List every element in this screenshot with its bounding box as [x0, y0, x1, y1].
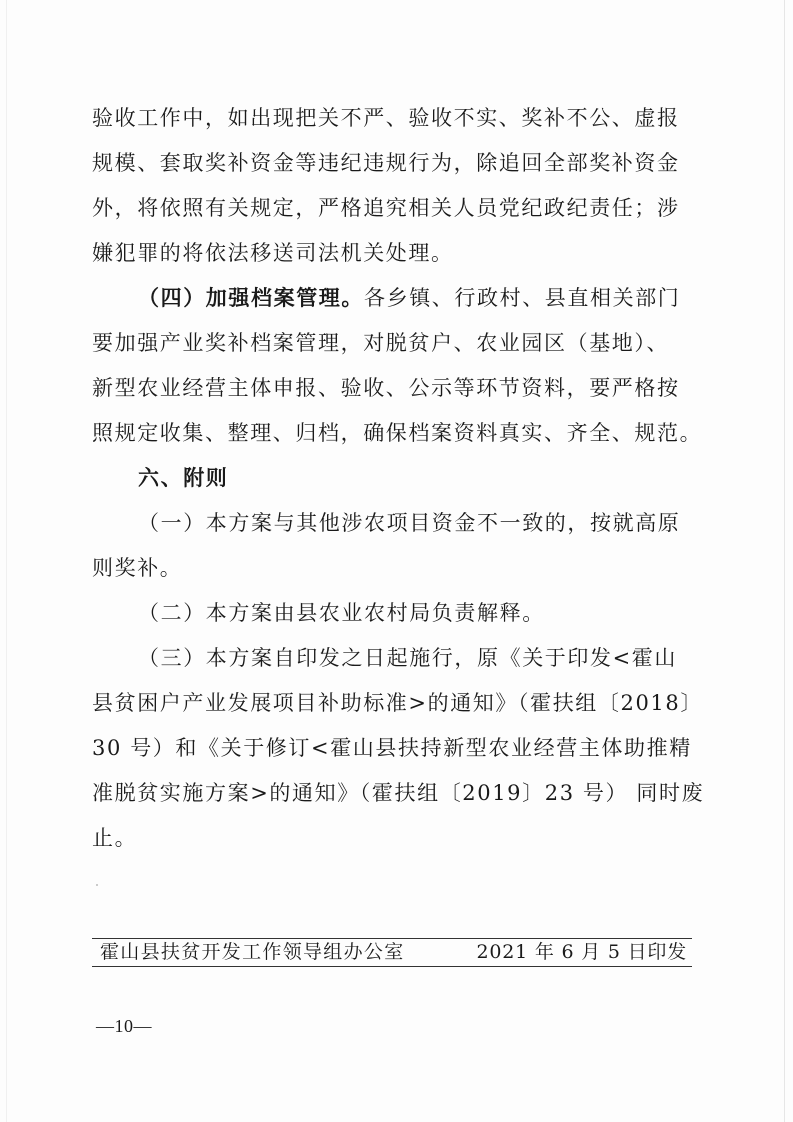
- body-line: （一）本方案与其他涉农项目资金不一致的，按就高原: [138, 511, 681, 535]
- body-line: 验收工作中，如出现把关不严、验收不实、奖补不公、虚报: [92, 106, 680, 130]
- body-line: 外，将依照有关规定，严格追究相关人员党纪政纪责任；涉: [92, 196, 680, 220]
- body-line: 30 号）和《关于修订<霍山县扶持新型农业经营主体助推精: [92, 736, 692, 760]
- footer-issuer: 霍山县扶贫开发工作领导组办公室: [100, 941, 405, 963]
- body-line: 准脱贫实施方案>的通知》（霍扶组〔2019〕23 号） 同时废: [92, 781, 705, 805]
- body-line: 新型农业经营主体申报、验收、公示等环节资料，要严格按: [92, 376, 680, 400]
- body-line: 照规定收集、整理、归档，确保档案资料真实、齐全、规范。: [92, 421, 703, 445]
- body-line: 县贫困户产业发展项目补助标准>的通知》（霍扶组〔2018〕: [92, 691, 703, 715]
- section-four-paragraph: [92, 276, 692, 321]
- page-number: —10—: [96, 1016, 152, 1036]
- section-six-heading: 六、附则: [138, 466, 229, 490]
- body-line: 则奖补。: [92, 556, 183, 580]
- scan-edge-left: [6, 0, 7, 1122]
- scan-speck: [96, 884, 98, 886]
- footer-issue-date: 2021 年 6 月 5 日印发: [476, 941, 687, 963]
- body-line: 规模、套取奖补资金等违纪违规行为，除追回全部奖补资金: [92, 151, 680, 175]
- footer-bottom-rule: [92, 966, 692, 967]
- body-line: 各乡镇、行政村、县直相关部门: [364, 286, 681, 310]
- document-body: [92, 96, 705, 861]
- body-line: 要加强产业奖补档案管理，对脱贫户、农业园区（基地）、: [92, 331, 670, 355]
- body-line: 止。: [92, 826, 138, 850]
- scan-edge-right: [784, 0, 785, 1122]
- section-four-heading: （四）加强档案管理。: [138, 286, 364, 310]
- body-line: （二）本方案由县农业农村局负责解释。: [138, 601, 545, 625]
- body-line: 嫌犯罪的将依法移送司法机关处理。: [92, 241, 454, 265]
- body-line: （三）本方案自印发之日起施行，原《关于印发<霍山: [138, 646, 677, 670]
